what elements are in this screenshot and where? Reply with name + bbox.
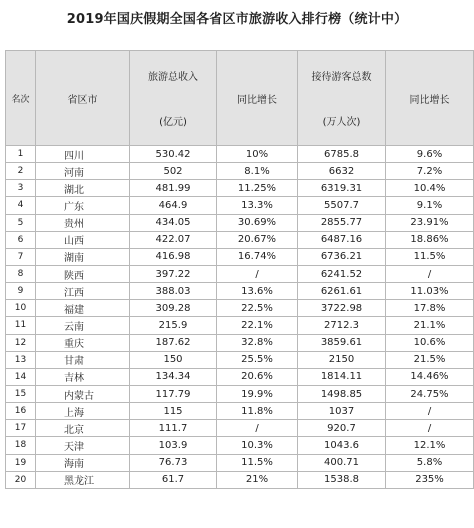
- revenue-cell: 397.22: [130, 265, 217, 282]
- region-cell: 江西: [36, 283, 130, 300]
- visitors-yoy-cell: /: [386, 403, 474, 420]
- revenue-yoy-cell: 25.5%: [217, 351, 298, 368]
- rank-cell: 20: [6, 471, 36, 488]
- visitors-yoy-cell: 10.4%: [386, 180, 474, 197]
- rank-cell: 15: [6, 385, 36, 402]
- header-visitors-yoy: 同比增长: [386, 51, 474, 146]
- visitors-yoy-cell: 235%: [386, 471, 474, 488]
- rank-cell: 17: [6, 420, 36, 437]
- region-cell: 湖南: [36, 248, 130, 265]
- header-row: [6, 51, 474, 146]
- visitors-yoy-cell: 18.86%: [386, 231, 474, 248]
- revenue-cell: 464.9: [130, 197, 217, 214]
- visitors-cell: 6241.52: [298, 265, 386, 282]
- visitors-yoy-cell: 21.5%: [386, 351, 474, 368]
- visitors-cell: 2712.3: [298, 317, 386, 334]
- region-cell: 甘肃: [36, 351, 130, 368]
- table-row: [6, 454, 474, 471]
- region-cell: 陕西: [36, 265, 130, 282]
- table-row: [6, 420, 474, 437]
- revenue-yoy-cell: 22.1%: [217, 317, 298, 334]
- table-row: [6, 197, 474, 214]
- visitors-yoy-cell: 10.6%: [386, 334, 474, 351]
- revenue-yoy-cell: 30.69%: [217, 214, 298, 231]
- revenue-yoy-cell: 19.9%: [217, 385, 298, 402]
- rank-cell: 4: [6, 197, 36, 214]
- header-revenue-yoy: 同比增长: [217, 51, 298, 146]
- region-cell: 广东: [36, 197, 130, 214]
- rank-cell: 19: [6, 454, 36, 471]
- revenue-cell: 309.28: [130, 300, 217, 317]
- visitors-yoy-cell: 24.75%: [386, 385, 474, 402]
- table-row: [6, 471, 474, 488]
- region-cell: 湖北: [36, 180, 130, 197]
- rank-cell: 16: [6, 403, 36, 420]
- visitors-yoy-cell: /: [386, 420, 474, 437]
- header-revenue-unit: (亿元): [159, 117, 187, 128]
- visitors-cell: 6632: [298, 163, 386, 180]
- rank-cell: 11: [6, 317, 36, 334]
- header-visitors-label: 接待游客总数: [311, 72, 372, 83]
- region-cell: 吉林: [36, 368, 130, 385]
- visitors-yoy-cell: 21.1%: [386, 317, 474, 334]
- rank-cell: 10: [6, 300, 36, 317]
- revenue-cell: 187.62: [130, 334, 217, 351]
- revenue-yoy-cell: 10%: [217, 146, 298, 163]
- table-row: [6, 231, 474, 248]
- visitors-cell: 1538.8: [298, 471, 386, 488]
- header-region: 省区市: [36, 51, 130, 146]
- table-row: [6, 265, 474, 282]
- visitors-cell: 5507.7: [298, 197, 386, 214]
- region-cell: 上海: [36, 403, 130, 420]
- region-cell: 北京: [36, 420, 130, 437]
- region-cell: 内蒙古: [36, 385, 130, 402]
- revenue-cell: 388.03: [130, 283, 217, 300]
- visitors-yoy-cell: 23.91%: [386, 214, 474, 231]
- table-row: [6, 300, 474, 317]
- visitors-yoy-cell: 5.8%: [386, 454, 474, 471]
- rank-cell: 14: [6, 368, 36, 385]
- revenue-cell: 76.73: [130, 454, 217, 471]
- visitors-yoy-cell: 7.2%: [386, 163, 474, 180]
- revenue-yoy-cell: /: [217, 265, 298, 282]
- revenue-cell: 134.34: [130, 368, 217, 385]
- visitors-cell: 3722.98: [298, 300, 386, 317]
- revenue-yoy-cell: 20.6%: [217, 368, 298, 385]
- ranking-table: [5, 50, 474, 489]
- visitors-cell: 1037: [298, 403, 386, 420]
- visitors-cell: 3859.61: [298, 334, 386, 351]
- header-revenue: [130, 51, 217, 146]
- table-row: [6, 385, 474, 402]
- revenue-yoy-cell: 21%: [217, 471, 298, 488]
- visitors-cell: 2150: [298, 351, 386, 368]
- revenue-cell: 111.7: [130, 420, 217, 437]
- visitors-cell: 1498.85: [298, 385, 386, 402]
- visitors-yoy-cell: 11.03%: [386, 283, 474, 300]
- region-cell: 重庆: [36, 334, 130, 351]
- visitors-cell: 1043.6: [298, 437, 386, 454]
- table-row: [6, 180, 474, 197]
- table-row: [6, 248, 474, 265]
- revenue-yoy-cell: 11.8%: [217, 403, 298, 420]
- revenue-yoy-cell: 20.67%: [217, 231, 298, 248]
- header-visitors: [298, 51, 386, 146]
- region-cell: 贵州: [36, 214, 130, 231]
- revenue-yoy-cell: 13.6%: [217, 283, 298, 300]
- table-row: [6, 317, 474, 334]
- visitors-cell: 6319.31: [298, 180, 386, 197]
- table-header: [6, 51, 474, 146]
- page-title: 2019年国庆假期全国各省区市旅游收入排行榜（统计中）: [66, 12, 408, 27]
- table-row: [6, 351, 474, 368]
- header-revenue-label: 旅游总收入: [148, 72, 198, 83]
- visitors-cell: 6487.16: [298, 231, 386, 248]
- header-rank: 名次: [6, 51, 36, 146]
- revenue-cell: 117.79: [130, 385, 217, 402]
- table-row: [6, 403, 474, 420]
- visitors-yoy-cell: 12.1%: [386, 437, 474, 454]
- table-row: [6, 437, 474, 454]
- rank-cell: 5: [6, 214, 36, 231]
- rank-cell: 18: [6, 437, 36, 454]
- region-cell: 云南: [36, 317, 130, 334]
- table-row: [6, 368, 474, 385]
- header-visitors-unit: (万人次): [322, 117, 361, 128]
- revenue-yoy-cell: 10.3%: [217, 437, 298, 454]
- visitors-yoy-cell: 11.5%: [386, 248, 474, 265]
- revenue-yoy-cell: 13.3%: [217, 197, 298, 214]
- rank-cell: 3: [6, 180, 36, 197]
- visitors-yoy-cell: /: [386, 265, 474, 282]
- table-row: [6, 283, 474, 300]
- revenue-cell: 502: [130, 163, 217, 180]
- visitors-cell: 400.71: [298, 454, 386, 471]
- revenue-cell: 434.05: [130, 214, 217, 231]
- visitors-cell: 2855.77: [298, 214, 386, 231]
- visitors-cell: 6261.61: [298, 283, 386, 300]
- table-body: [6, 146, 474, 489]
- revenue-yoy-cell: 22.5%: [217, 300, 298, 317]
- rank-cell: 13: [6, 351, 36, 368]
- revenue-cell: 61.7: [130, 471, 217, 488]
- rank-cell: 8: [6, 265, 36, 282]
- visitors-cell: 920.7: [298, 420, 386, 437]
- revenue-cell: 481.99: [130, 180, 217, 197]
- rank-cell: 9: [6, 283, 36, 300]
- visitors-yoy-cell: 9.6%: [386, 146, 474, 163]
- revenue-cell: 530.42: [130, 146, 217, 163]
- table-row: [6, 163, 474, 180]
- revenue-cell: 115: [130, 403, 217, 420]
- table-row: [6, 334, 474, 351]
- region-cell: 四川: [36, 146, 130, 163]
- revenue-cell: 215.9: [130, 317, 217, 334]
- revenue-cell: 422.07: [130, 231, 217, 248]
- visitors-cell: 6785.8: [298, 146, 386, 163]
- region-cell: 天津: [36, 437, 130, 454]
- revenue-yoy-cell: 11.5%: [217, 454, 298, 471]
- revenue-yoy-cell: 16.74%: [217, 248, 298, 265]
- region-cell: 福建: [36, 300, 130, 317]
- rank-cell: 6: [6, 231, 36, 248]
- region-cell: 黑龙江: [36, 471, 130, 488]
- visitors-yoy-cell: 14.46%: [386, 368, 474, 385]
- revenue-yoy-cell: 11.25%: [217, 180, 298, 197]
- region-cell: 海南: [36, 454, 130, 471]
- rank-cell: 12: [6, 334, 36, 351]
- revenue-yoy-cell: 32.8%: [217, 334, 298, 351]
- rank-cell: 1: [6, 146, 36, 163]
- visitors-cell: 1814.11: [298, 368, 386, 385]
- revenue-yoy-cell: /: [217, 420, 298, 437]
- revenue-cell: 150: [130, 351, 217, 368]
- region-cell: 河南: [36, 163, 130, 180]
- region-cell: 山西: [36, 231, 130, 248]
- table-row: [6, 146, 474, 163]
- visitors-yoy-cell: 17.8%: [386, 300, 474, 317]
- revenue-cell: 416.98: [130, 248, 217, 265]
- visitors-yoy-cell: 9.1%: [386, 197, 474, 214]
- rank-cell: 2: [6, 163, 36, 180]
- table-row: [6, 214, 474, 231]
- revenue-yoy-cell: 8.1%: [217, 163, 298, 180]
- visitors-cell: 6736.21: [298, 248, 386, 265]
- revenue-cell: 103.9: [130, 437, 217, 454]
- rank-cell: 7: [6, 248, 36, 265]
